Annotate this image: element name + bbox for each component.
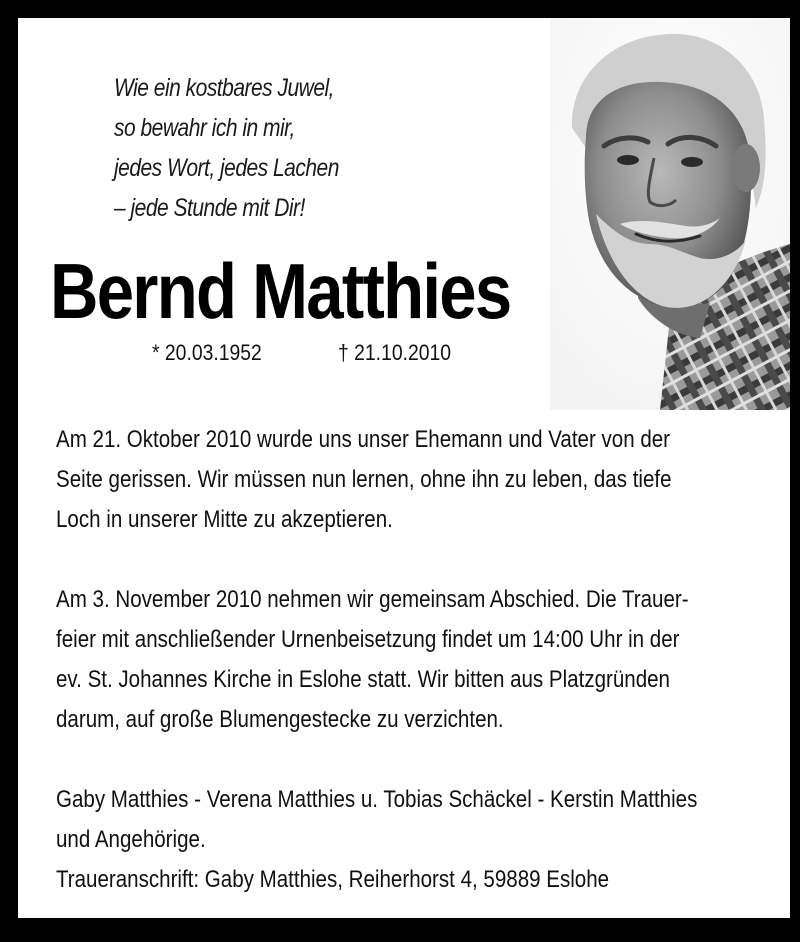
paragraph-funeral-details <box>56 580 749 740</box>
text-line: ev. St. Johannes Kirche in Eslohe statt. Wir bitten aus Platzgründen <box>56 666 670 693</box>
poem-line: so bewahr ich in mir, <box>114 114 295 142</box>
deceased-name: Bernd Matthies <box>50 247 511 335</box>
mourners-line: Gaby Matthies - Verena Matthies u. Tobias Schäckel - Kerstin Matthies <box>56 786 698 813</box>
mourning-address: Traueranschrift: Gaby Matthies, Reiherhorst 4, 59889 Eslohe <box>56 866 610 893</box>
text-line: darum, auf große Blumengestecke zu verzichten. <box>56 706 504 733</box>
text-line: Loch in unserer Mitte zu akzeptieren. <box>56 506 393 533</box>
poem <box>114 68 339 228</box>
text-line: Am 3. November 2010 nehmen wir gemeinsam Abschied. Die Trauer- <box>56 586 689 613</box>
text-line: Seite gerissen. Wir müssen nun lernen, ohne ihn zu leben, das tiefe <box>56 466 672 493</box>
text-line: Am 21. Oktober 2010 wurde uns unser Ehemann und Vater von der <box>56 426 671 453</box>
death-date: † 21.10.2010 <box>338 340 452 365</box>
birth-date: * 20.03.1952 <box>152 340 262 365</box>
obituary-card <box>18 18 790 918</box>
text-line: feier mit anschließender Urnenbeisetzung findet um 14:00 Uhr in der <box>56 626 680 653</box>
paragraph-death-notice <box>56 420 749 540</box>
mourners-line: und Angehörige. <box>56 826 206 853</box>
poem-line: jedes Wort, jedes Lachen <box>114 154 339 182</box>
poem-line: Wie ein kostbares Juwel, <box>114 74 334 102</box>
portrait-photo <box>550 18 790 410</box>
signature-block <box>56 780 749 900</box>
poem-line: – jede Stunde mit Dir! <box>114 194 305 222</box>
